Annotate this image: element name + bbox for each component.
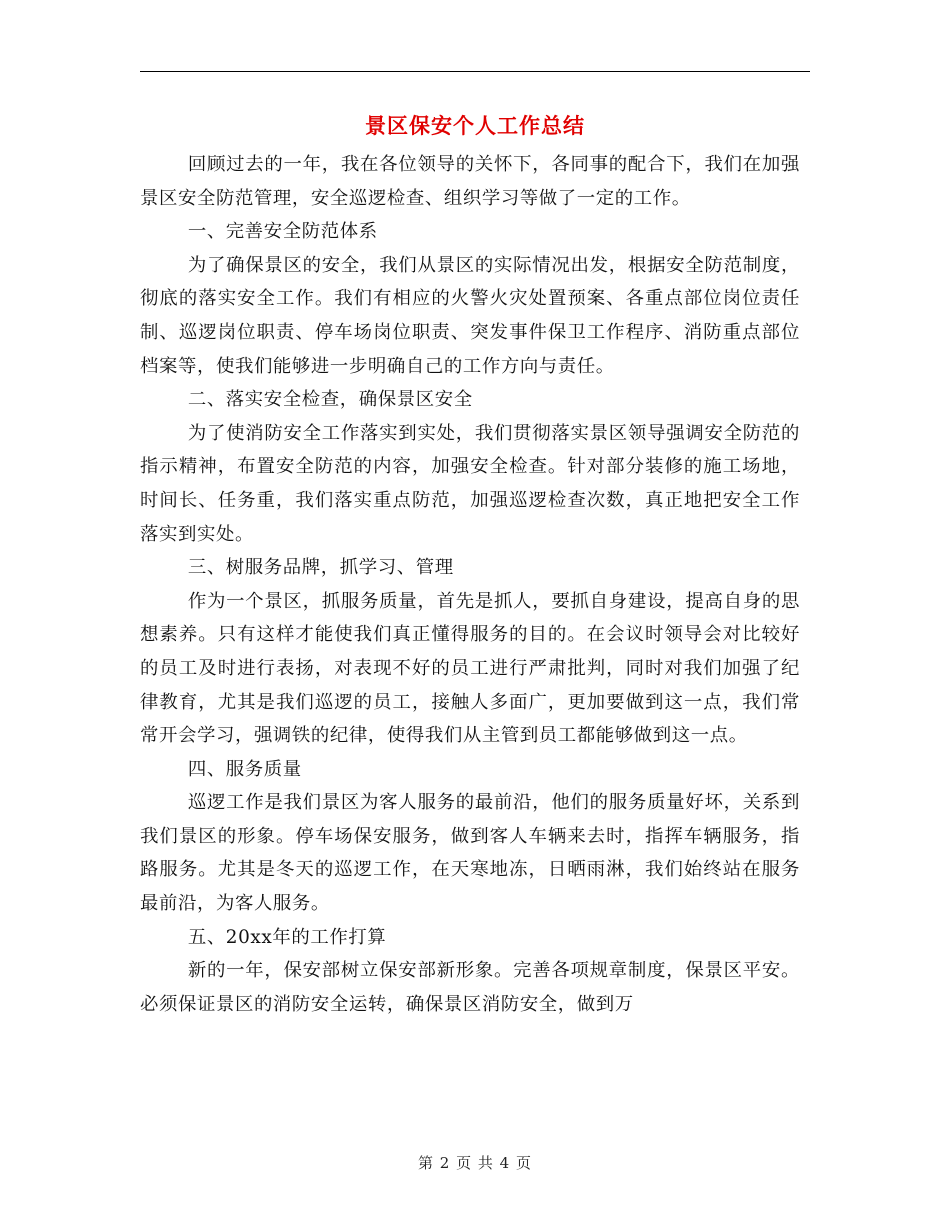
section-heading-4: 四、服务质量 bbox=[187, 758, 302, 780]
page-number-footer: 第 2 页 共 4 页 bbox=[418, 1154, 532, 1172]
document-body bbox=[140, 148, 800, 1021]
paragraph-section-3: 作为一个景区，抓服务质量，首先是抓人，要抓自身建设，提高自身的思想素养。只有这样才能使我们真正懂得服务的目的。在会议时领导会对比较好的员工及时进行表扬，对表现不好的员工进行严肃批判，同时对我们加强了纪律教育，尤其是我们巡逻的员工，接触人多面广，更加要做到这一点，我们常常开会学习，强调铁的纪律，使得我们从主管到员工都能够做到这一点。 bbox=[140, 590, 800, 747]
document-title: 景区保安个人工作总结 bbox=[365, 114, 585, 138]
section-heading-1: 一、完善安全防范体系 bbox=[187, 221, 378, 243]
paragraph-section-1: 为了确保景区的安全，我们从景区的实际情况出发，根据安全防范制度，彻底的落实安全工作。我们有相应的火警火灾处置预案、各重点部位岗位责任制、巡逻岗位职责、停车场岗位职责、突发事件保卫工作程序、消防重点部位档案等，使我们能够进一步明确自己的工作方向与责任。 bbox=[140, 254, 800, 377]
paragraph-section-5: 新的一年，保安部树立保安部新形象。完善各项规章制度，保景区平安。必须保证景区的消防安全运转，确保景区消防安全，做到万 bbox=[140, 960, 800, 1015]
section-heading-2: 二、落实安全检查，确保景区安全 bbox=[187, 389, 473, 411]
section-heading-3: 三、树服务品牌，抓学习、管理 bbox=[187, 557, 454, 579]
section-heading-5: 五、20xx年的工作打算 bbox=[187, 926, 387, 948]
header-rule bbox=[140, 71, 810, 72]
paragraph-section-2: 为了使消防安全工作落实到实处，我们贯彻落实景区领导强调安全防范的指示精神，布置安全防范的内容，加强安全检查。针对部分装修的施工场地，时间长、任务重，我们落实重点防范，加强巡逻检查次数，真正地把安全工作落实到实处。 bbox=[140, 422, 800, 545]
paragraph-section-4: 巡逻工作是我们景区为客人服务的最前沿，他们的服务质量好坏，关系到我们景区的形象。停车场保安服务，做到客人车辆来去时，指挥车辆服务，指路服务。尤其是冬天的巡逻工作，在天寒地冻，日晒雨淋，我们始终站在服务最前沿，为客人服务。 bbox=[140, 792, 800, 915]
paragraph-intro: 回顾过去的一年，我在各位领导的关怀下，各同事的配合下，我们在加强景区安全防范管理，安全巡逻检查、组织学习等做了一定的工作。 bbox=[140, 154, 800, 209]
